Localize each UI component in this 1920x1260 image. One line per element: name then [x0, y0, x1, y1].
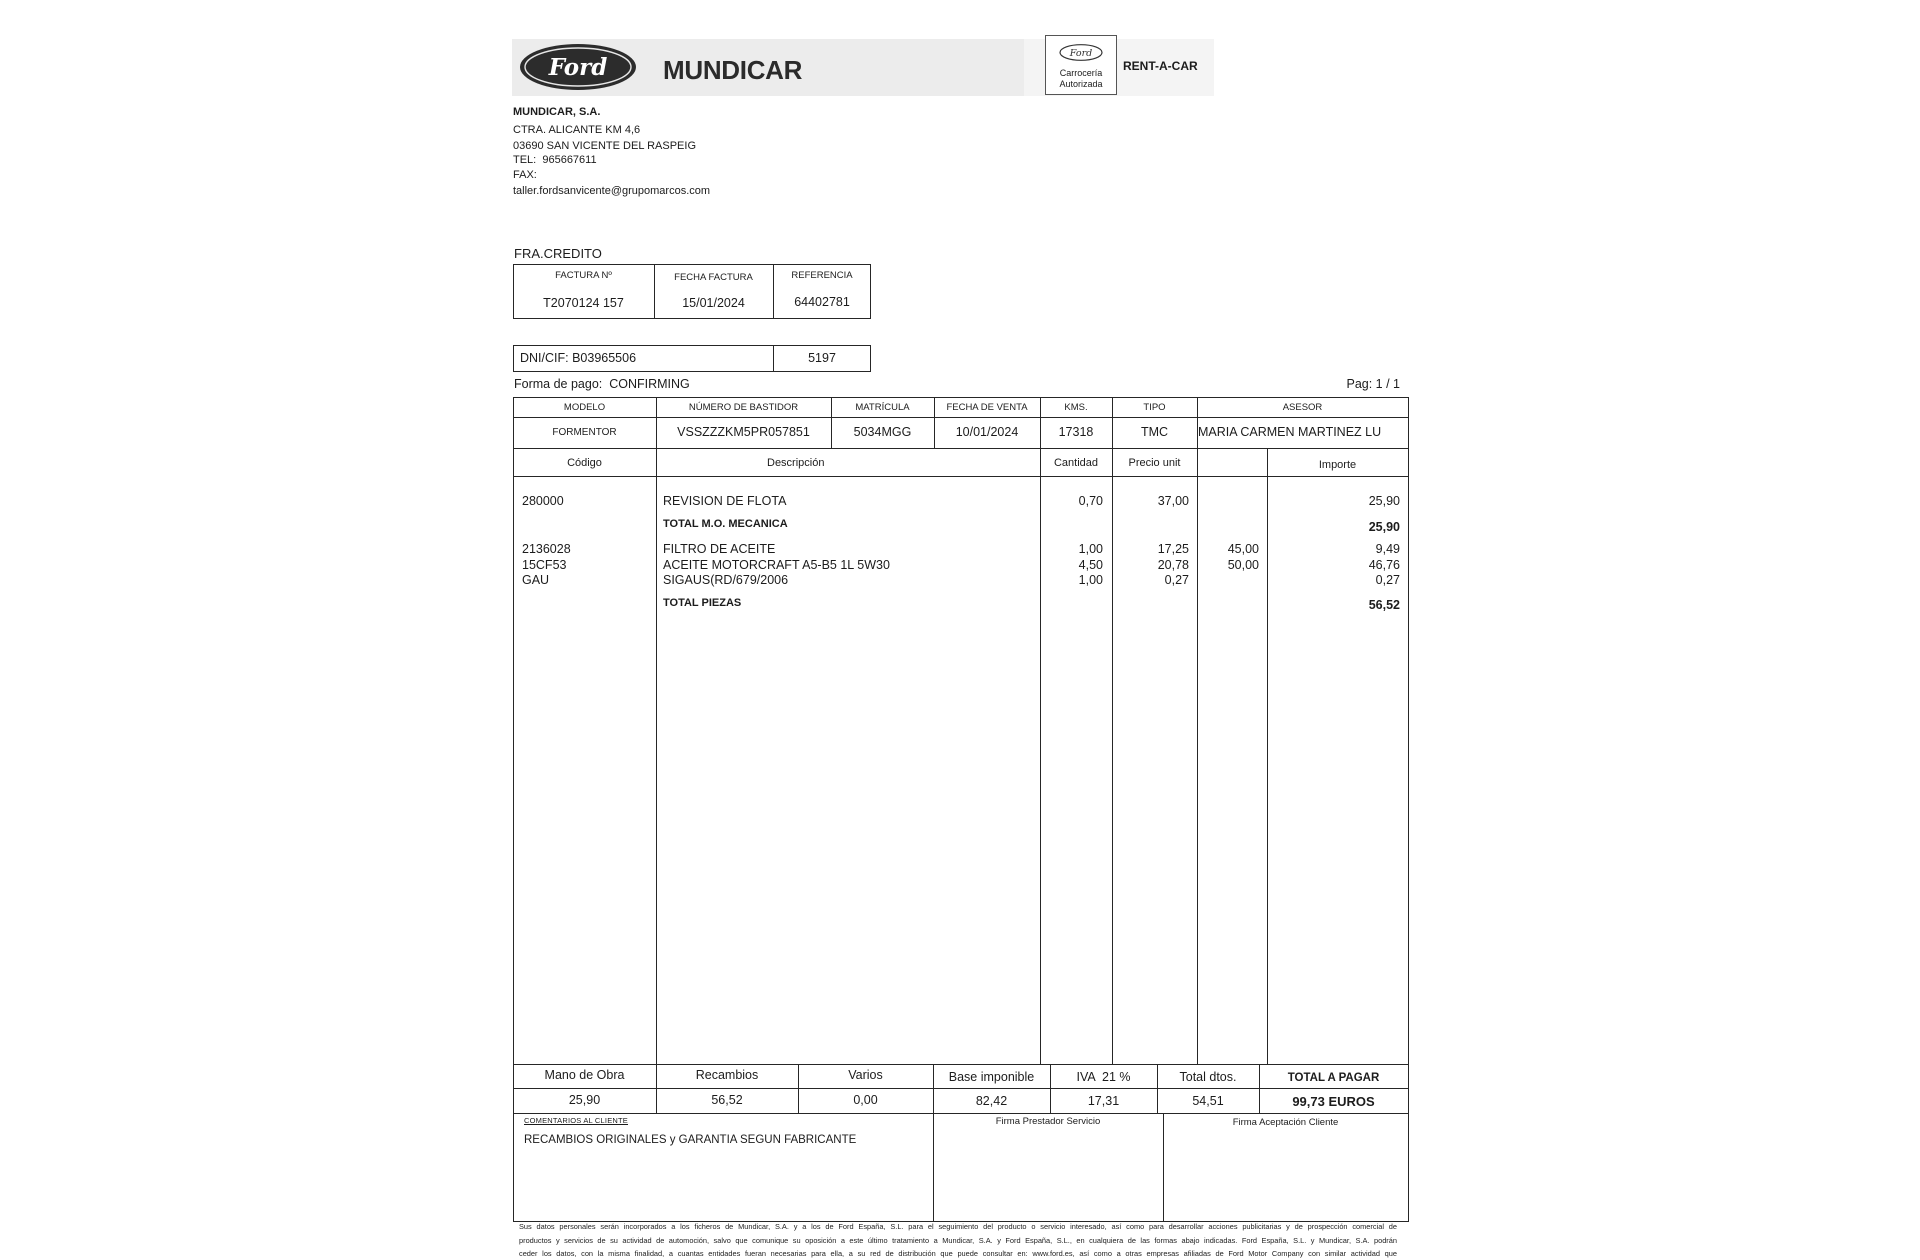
column-divider	[933, 1064, 934, 1221]
line-header-unit-price: Precio unit	[1128, 457, 1181, 469]
line-code: 2136028	[522, 542, 571, 556]
totals-label-row	[0, 1068, 1920, 1084]
company-name: MUNDICAR, S.A.	[513, 106, 601, 118]
legal-notice-line: Sus datos personales serán incorporados a los ficheros de Mundicar, S.A. y a los de Ford España, S.L. para el seguimiento del producto o servicio interesado, así como para desarrollar acciones publicitarias y de prospección comercial de	[519, 1222, 1397, 1231]
ford-logo	[519, 43, 637, 91]
line-header-description: Descripción	[767, 457, 825, 469]
table-row	[0, 558, 1920, 574]
invoice-date-label: FECHA FACTURA	[674, 272, 753, 283]
row-divider	[513, 476, 1409, 477]
vehicle-header-advisor: ASESOR	[1282, 402, 1323, 413]
invoice-number-label: FACTURA Nº	[555, 270, 612, 281]
badge-line-1: Carrocería	[1059, 68, 1103, 78]
payment-method: Forma de pago: CONFIRMING	[514, 377, 690, 391]
vehicle-header-type: TIPO	[1143, 402, 1166, 413]
labour-total-label: TOTAL M.O. MECANICA	[663, 518, 788, 530]
line-header-code: Código	[567, 457, 602, 469]
table-row	[0, 573, 1920, 589]
comments-label: COMENTARIOS AL CLIENTE	[524, 1116, 629, 1125]
invoice-reference: 64402781	[794, 295, 850, 309]
totals-value-row	[0, 1093, 1920, 1109]
line-description: ACEITE MOTORCRAFT A5-B5 1L 5W30	[663, 558, 890, 572]
vehicle-advisor: MARIA CARMEN MARTINEZ LU	[1198, 425, 1382, 439]
line-code: GAU	[522, 573, 550, 587]
row-divider	[513, 1113, 1409, 1114]
company-email: taller.fordsanvicente@grupomarcos.com	[513, 185, 711, 197]
parts-total-amount: 56,52	[1368, 598, 1400, 612]
total-discounts-label: Total dtos.	[1179, 1070, 1237, 1084]
customer-code: 5197	[808, 351, 836, 365]
bodyshop-badge	[1045, 35, 1117, 95]
parts-total-label: TOTAL PIEZAS	[663, 597, 742, 609]
column-divider	[1163, 1113, 1164, 1221]
line-amount: 0,27	[1375, 573, 1400, 587]
company-address: CTRA. ALICANTE KM 4,6	[513, 124, 641, 136]
total-misc-label: Varios	[848, 1068, 883, 1082]
customer-tax-id: DNI/CIF: B03965506	[520, 351, 637, 365]
comments-text: RECAMBIOS ORIGINALES y GARANTIA SEGUN FABRICANTE	[524, 1134, 857, 1146]
rent-a-car-label: RENT-A-CAR	[1123, 59, 1198, 73]
company-tel: TEL: 965667611	[513, 154, 597, 166]
total-due-label: TOTAL A PAGAR	[1287, 1072, 1380, 1084]
line-header-amount: Importe	[1318, 459, 1357, 471]
tax-base-label: Base imponible	[948, 1070, 1035, 1084]
line-description: REVISION DE FLOTA	[663, 494, 787, 508]
company-city: 03690 SAN VICENTE DEL RASPEIG	[513, 140, 696, 152]
customer-signature-label: Firma Aceptación Cliente	[1232, 1117, 1339, 1128]
line-unit-price: 0,27	[1164, 573, 1189, 587]
vehicle-plate: 5034MGG	[853, 425, 912, 439]
brand-name: MUNDICAR	[663, 55, 803, 85]
legal-notice-line: ceder los datos, con la misma finalidad, a cuantas entidades fueran necesarias para ella, a su red de distribución que puede consultar en: www.ford.es, así como a otras empresas afiliadas de Ford Motor Company con similar actividad que	[519, 1249, 1397, 1258]
vehicle-header-vin: NÚMERO DE BASTIDOR	[688, 402, 799, 413]
line-unit-price: 17,25	[1157, 542, 1189, 556]
row-divider	[513, 448, 1409, 449]
line-amount: 46,76	[1368, 558, 1400, 572]
line-code: 280000	[522, 494, 564, 508]
table-row	[0, 542, 1920, 558]
labour-total-amount: 25,90	[1368, 520, 1400, 534]
badge-line-2: Autorizada	[1059, 79, 1103, 89]
vehicle-vin: VSSZZZKM5PR057851	[677, 425, 810, 439]
vat-label: IVA 21 %	[1076, 1070, 1131, 1084]
row-divider	[513, 1064, 1409, 1065]
page-number: Pag: 1 / 1	[1346, 377, 1400, 391]
line-quantity: 1,00	[1078, 542, 1103, 556]
line-header-quantity: Cantidad	[1053, 457, 1099, 469]
invoice-type: FRA.CREDITO	[514, 246, 602, 261]
vehicle-kms: 17318	[1058, 425, 1094, 439]
line-description: SIGAUS(RD/679/2006	[663, 573, 789, 587]
badge-ford-text: Ford	[1069, 48, 1093, 59]
line-discount: 50,00	[1227, 558, 1259, 572]
table-row	[0, 494, 1920, 510]
parts-total-row	[0, 596, 1920, 612]
line-quantity: 1,00	[1078, 573, 1103, 587]
invoice-date: 15/01/2024	[682, 296, 745, 310]
total-discounts-value: 54,51	[1192, 1094, 1224, 1108]
badge-ford-logo	[1059, 44, 1103, 61]
line-quantity: 4,50	[1078, 558, 1103, 572]
total-parts-value: 56,52	[711, 1093, 743, 1107]
line-description: FILTRO DE ACEITE	[663, 542, 776, 556]
vat-value: 17,31	[1087, 1094, 1120, 1108]
total-labour-value: 25,90	[568, 1093, 601, 1107]
total-parts-label: Recambios	[695, 1068, 759, 1082]
invoice-number: T2070124 157	[543, 296, 624, 310]
provider-signature-label: Firma Prestador Servicio	[995, 1116, 1101, 1127]
total-misc-value: 0,00	[853, 1093, 878, 1107]
total-labour-label: Mano de Obra	[544, 1068, 625, 1082]
vehicle-type: TMC	[1140, 425, 1169, 439]
vehicle-header-kms: KMS.	[1064, 402, 1088, 413]
line-code: 15CF53	[522, 558, 567, 572]
line-amount: 9,49	[1375, 542, 1400, 556]
column-divider	[1267, 448, 1268, 1064]
labour-total-row	[0, 517, 1920, 533]
vehicle-header-sale-date: FECHA DE VENTA	[946, 402, 1028, 413]
total-due-value: 99,73 EUROS	[1292, 1094, 1375, 1109]
legal-notice-line: productos y servicios de su actividad de automoción, salvo que comunique su oposición a este último tratamiento a Mundicar, S.A. y Ford España, S.L., en cualquiera de las formas abajo indicadas. Ford España, S.L. y Mundicar, S.A. podrán	[519, 1236, 1397, 1245]
vehicle-header-row	[0, 402, 1920, 418]
line-amount: 25,90	[1368, 494, 1400, 508]
line-discount: 45,00	[1227, 542, 1259, 556]
line-unit-price: 20,78	[1157, 558, 1189, 572]
tax-base-value: 82,42	[975, 1094, 1008, 1108]
line-quantity: 0,70	[1078, 494, 1103, 508]
vehicle-values-row	[0, 425, 1920, 441]
vehicle-model: FORMENTOR	[552, 427, 617, 438]
vehicle-sale-date: 10/01/2024	[955, 425, 1019, 439]
line-unit-price: 37,00	[1157, 494, 1189, 508]
vehicle-header-plate: MATRÍCULA	[855, 402, 910, 413]
invoice-reference-label: REFERENCIA	[791, 270, 853, 281]
row-divider	[513, 1088, 1409, 1089]
vehicle-header-model: MODELO	[563, 402, 606, 413]
line-header-row	[0, 456, 1920, 472]
ford-logo-text: Ford	[548, 54, 608, 81]
company-fax: FAX:	[513, 169, 537, 181]
